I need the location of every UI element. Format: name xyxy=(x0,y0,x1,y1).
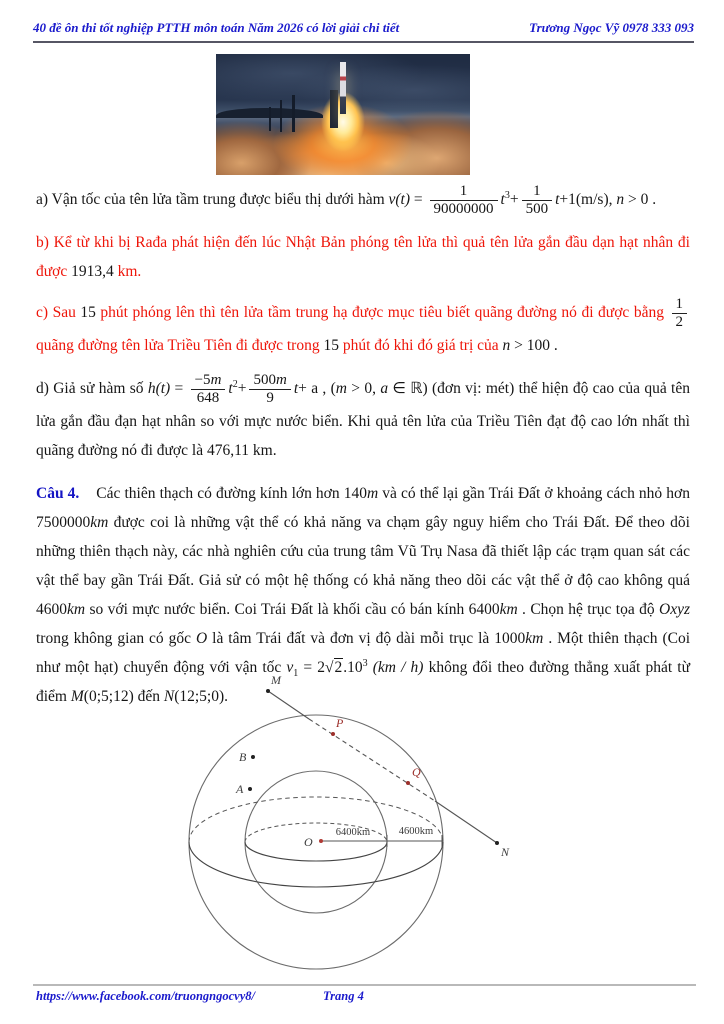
trajectory-dashed xyxy=(309,719,435,801)
fraction xyxy=(249,372,290,407)
text-segment: so với mực nước biển. Coi Trái Đất là khối cầu có bán kính xyxy=(85,601,469,619)
math-exponent: 3 xyxy=(362,658,368,670)
math-unit: km xyxy=(67,601,86,619)
point-b-dot xyxy=(251,755,255,759)
math-function: v(t) xyxy=(388,191,411,209)
inner-sphere-circle xyxy=(245,771,387,913)
math-args: (12;5;0) xyxy=(174,688,225,706)
earth-spheres-diagram xyxy=(135,670,545,972)
sqrt-body: 2 xyxy=(334,659,343,677)
fraction-numerator xyxy=(191,372,226,390)
math-tail: ∈ ℝ) xyxy=(388,380,428,398)
text-segment: là tâm Trái đất và đơn vị độ dài mỗi trục là xyxy=(207,630,495,648)
math-value: 15 xyxy=(323,337,339,355)
page-header xyxy=(33,20,694,43)
fraction-denominator: 9 xyxy=(266,390,274,407)
fraction-numerator: 1 xyxy=(430,183,498,201)
text-segment: km. xyxy=(113,263,142,281)
math-exponent: 3 xyxy=(504,189,510,201)
math-variable: n xyxy=(502,337,511,355)
text-segment: (đơn vị: mét) thể hiện độ cao của quả tên lửa gắn đầu đạn hạt nhân so với mực nước biển. Khi quả tên lửa của Triều Tiên đạt độ cao lớn nhất thì quãng đường nó đi được là xyxy=(36,380,690,460)
center-o-dot xyxy=(319,839,323,843)
math-variable: v xyxy=(286,659,294,677)
text-segment: trong không gian có gốc xyxy=(36,630,196,648)
launch-tower-icon xyxy=(269,107,271,131)
math-unit: (km / h) xyxy=(367,659,424,677)
fraction-denominator: 90000000 xyxy=(433,201,494,218)
fraction-denominator: 648 xyxy=(196,390,220,407)
text-segment: Các thiên thạch có đường kính lớn hơn xyxy=(96,485,344,503)
math-origin: O xyxy=(195,630,208,648)
header-title: 40 đề ôn thi tốt nghiệp PTTH môn toán Năm 2026 có lời giải chi tiết xyxy=(33,20,400,35)
fraction xyxy=(522,183,553,218)
point-label-n: N xyxy=(501,845,510,859)
text-segment: và có thể lại gần Trái Đất ở khoảng cách nhỏ hơn xyxy=(378,485,690,503)
text-segment: b) Kể từ khi bị Rađa phát hiện đến lúc Nhật Bản phóng tên lửa thì quả tên lửa gắn đầu dạn hạt nhân đi được xyxy=(36,234,690,281)
question-number: Câu 4. xyxy=(36,485,80,503)
text-segment: được coi là những vật thể có khả năng va chạm gây nguy hiểm cho Trái Đất. Để theo dõi những thiên thạch này, các nhà nghiên cứu của trung tâm Vũ Trụ Nasa đã thiết lập các trạm quan sát các vật thể bay gần Trái Đất. Giả sử có một hệ thống có khả năng theo dõi các vật thể ở độ cao không quá xyxy=(36,514,690,590)
fraction-numerator xyxy=(249,372,290,390)
math-axes: Oxyz xyxy=(659,601,690,619)
fraction-denominator: 500 xyxy=(525,201,549,218)
statement-d xyxy=(36,372,690,465)
math-tail: = 2 xyxy=(298,659,325,677)
math-operator: + xyxy=(509,191,519,209)
math-tail: . xyxy=(550,337,558,355)
math-tail: > 0 . xyxy=(624,191,657,209)
math-value: 1913,4 xyxy=(71,263,114,281)
radius-label-inner: 6400km xyxy=(335,827,371,838)
math-subscript: 1 xyxy=(293,668,299,680)
math-variable: m xyxy=(275,372,287,389)
fraction-numerator: 1 xyxy=(522,183,553,201)
math-args: (0;5;12) xyxy=(83,688,134,706)
fraction xyxy=(191,372,226,407)
math-tail: > 100 xyxy=(510,337,551,355)
launch-tower-icon xyxy=(280,100,282,132)
point-n-dot xyxy=(495,841,499,845)
statement-a xyxy=(36,183,690,218)
math-value: 15 xyxy=(80,304,96,322)
math-unit: m xyxy=(366,485,379,503)
math-unit: km xyxy=(525,630,544,648)
math-unit: km xyxy=(499,601,518,619)
math-variable: t xyxy=(555,191,560,209)
math-number: 4600 xyxy=(36,601,67,619)
math-variable: m xyxy=(335,380,347,398)
inner-equator-front xyxy=(245,842,387,861)
math-variable: n xyxy=(616,191,625,209)
point-p-dot xyxy=(331,732,335,736)
outer-equator-front xyxy=(189,842,443,887)
math-variable: t xyxy=(293,380,299,398)
header-author: Trương Ngọc Vỹ 0978 333 093 xyxy=(529,20,694,35)
fraction xyxy=(430,183,498,218)
math-variable: a xyxy=(380,380,389,398)
launch-tower-icon xyxy=(292,95,295,132)
point-label-b: B xyxy=(239,750,247,764)
math-point: M xyxy=(70,688,84,706)
statement-c xyxy=(36,296,690,360)
fraction xyxy=(672,296,688,331)
fraction-numerator: 1 xyxy=(672,296,688,314)
math-unit: km xyxy=(90,514,109,532)
math-equals: = xyxy=(410,191,427,209)
math-function: h(t) xyxy=(147,380,171,398)
math-exponent: 2 xyxy=(232,379,238,391)
text-segment: phút phóng lên thì tên lửa tầm trung hạ được mục tiêu biết quãng đường nó đi được bằng xyxy=(95,304,669,322)
math-number: −5 xyxy=(194,372,211,389)
math-number: 1000 xyxy=(494,630,526,648)
page-footer xyxy=(36,989,694,1004)
point-label-m: M xyxy=(271,673,281,687)
math-variable: t xyxy=(228,380,233,398)
math-tail: +1(m/s), xyxy=(559,191,617,209)
problem-text xyxy=(36,183,690,721)
outer-sphere-circle xyxy=(189,715,443,969)
math-point: N xyxy=(163,688,175,706)
math-paren: ( xyxy=(330,380,336,398)
math-number: 500 xyxy=(253,372,276,389)
text-segment: quãng đường tên lửa Triều Tiên đi được trong xyxy=(36,337,324,355)
point-label-p: P xyxy=(336,716,344,730)
text-segment: . xyxy=(224,688,229,706)
center-label-o: O xyxy=(304,835,313,849)
rocket-icon xyxy=(340,62,346,114)
point-a-dot xyxy=(248,787,252,791)
text-segment: . Chọn hệ trục tọa độ xyxy=(517,601,659,619)
footer-divider xyxy=(33,984,696,986)
facebook-link[interactable]: https://www.facebook.com/truongngocvy8/ xyxy=(36,989,255,1003)
point-label-a: A xyxy=(236,782,244,796)
math-tail: .10 xyxy=(343,659,363,677)
statement-b xyxy=(36,228,690,286)
math-number: 6400 xyxy=(468,601,500,619)
math-number: 7500000 xyxy=(36,514,91,532)
page-number: Trang 4 xyxy=(323,989,364,1003)
point-q-dot xyxy=(406,781,410,785)
rocket-launch-photo xyxy=(216,54,470,175)
fraction-denominator: 2 xyxy=(675,314,683,331)
math-operator: + xyxy=(237,380,247,398)
math-variable: t xyxy=(500,191,505,209)
gantry-structure xyxy=(330,90,338,128)
math-tail: > 0, xyxy=(346,380,381,398)
text-segment: c) Sau xyxy=(36,304,81,322)
text-segment: d) Giả sử hàm số xyxy=(36,380,148,398)
math-number: 140 xyxy=(343,485,367,503)
text-segment: đến xyxy=(133,688,164,706)
point-m-dot xyxy=(266,689,270,693)
point-label-q: Q xyxy=(412,765,421,779)
trajectory-solid-top xyxy=(268,691,309,719)
trajectory-solid-bottom xyxy=(435,801,497,843)
text-segment: phút đó khi đó giá trị của xyxy=(338,337,503,355)
text-segment: a) Vận tốc của tên lửa tầm trung được biểu thị dưới hàm xyxy=(36,191,389,209)
math-value: 476,11 xyxy=(206,442,250,460)
math-variable: m xyxy=(210,372,222,389)
text-segment: không đổi theo đường thẳng xuất phát từ điểm xyxy=(36,659,690,706)
radius-label-outer: 4600km xyxy=(398,826,434,837)
text-segment: . Một thiên thạch (Coi như một hạt) chuyển động với vận tốc xyxy=(36,630,691,677)
math-equals: = xyxy=(170,380,188,398)
text-segment: km. xyxy=(249,442,277,460)
sqrt-radical-icon: √ xyxy=(325,659,334,677)
math-tail: + a , xyxy=(298,380,331,398)
